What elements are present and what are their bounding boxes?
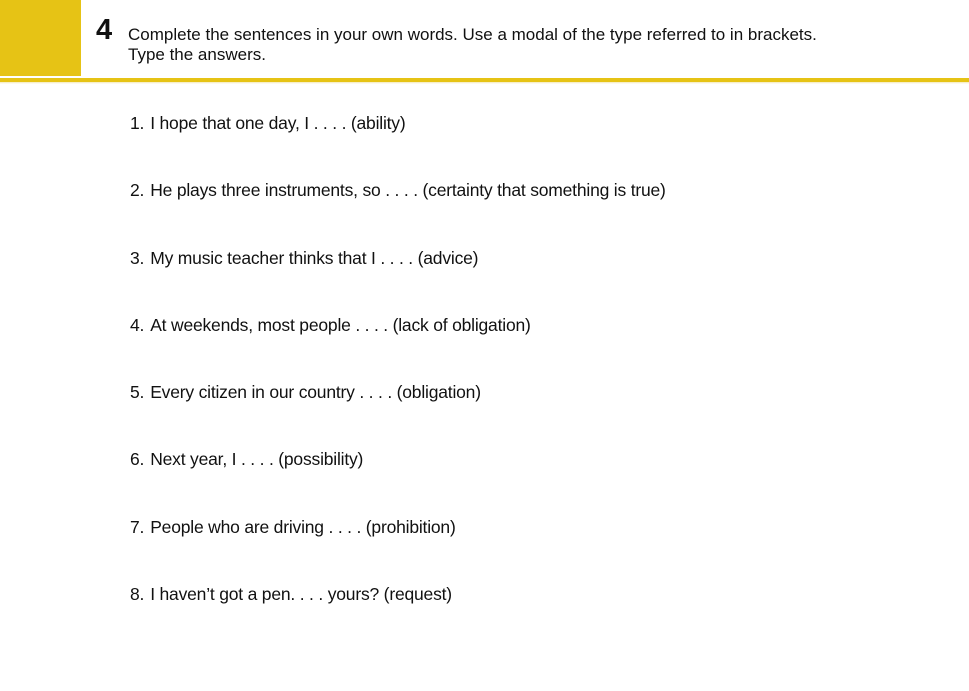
item-text: I hope that one day, I . . . . (ability): [150, 113, 406, 133]
item-number: 1.: [130, 113, 145, 133]
item-text: He plays three instruments, so . . . . (certainty that something is true): [150, 180, 666, 201]
sentence-item-7: [130, 516, 666, 583]
item-number: 7.: [130, 516, 145, 537]
item-text: People who are driving . . . . (prohibition): [150, 516, 456, 537]
sentence-item-4: [130, 314, 666, 381]
exercise-instructions: [128, 25, 948, 65]
sentence-item-6: [130, 448, 666, 515]
exercise-header: [0, 0, 969, 84]
item-number: 5.: [130, 382, 145, 403]
item-number: 4.: [130, 314, 145, 335]
header-rule-shadow: [0, 82, 969, 84]
sentence-item-1: [130, 112, 666, 179]
item-number: 8.: [130, 584, 145, 605]
sentence-list: [130, 112, 666, 650]
item-number: 6.: [130, 449, 145, 470]
exercise-number: 4: [96, 14, 113, 46]
item-text: My music teacher thinks that I . . . . (advice): [150, 247, 479, 268]
item-number: 3.: [130, 247, 145, 268]
item-text: At weekends, most people . . . . (lack of obligation): [150, 314, 531, 335]
instruction-line-2: Type the answers.: [128, 45, 266, 64]
item-number: 2.: [130, 180, 145, 201]
item-text: I haven’t got a pen. . . . yours? (request): [150, 584, 452, 605]
instruction-line-1: Complete the sentences in your own words. Use a modal of the type referred to in brackets.: [128, 25, 817, 44]
sentence-item-5: [130, 381, 666, 448]
sentence-item-2: [130, 179, 666, 246]
accent-block: [0, 0, 81, 76]
item-text: Next year, I . . . . (possibility): [150, 449, 364, 470]
sentence-item-8: [130, 583, 666, 650]
item-text: Every citizen in our country . . . . (obligation): [150, 382, 481, 403]
sentence-item-3: [130, 247, 666, 314]
